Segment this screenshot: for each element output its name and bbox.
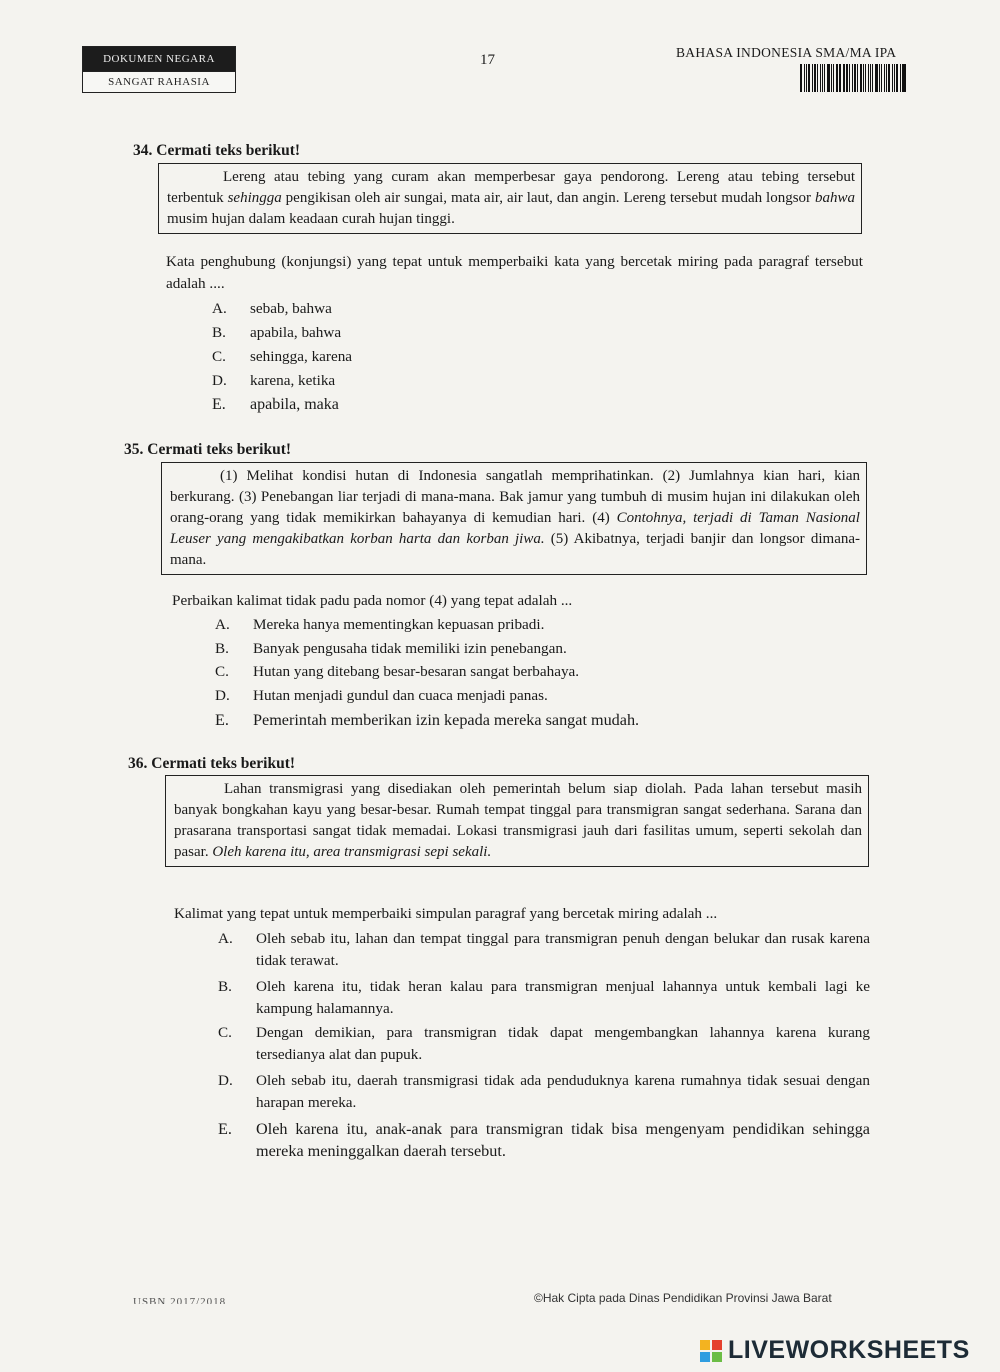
question-36-prompt: Kalimat yang tepat untuk memperbaiki simpulan paragraf yang bercetak miring adalah ...: [174, 905, 718, 922]
option-letter: A.: [212, 300, 227, 317]
logo-square: [712, 1352, 722, 1362]
option-text: apabila, bahwa: [250, 324, 342, 341]
barcode-bar: [872, 64, 873, 92]
barcode-bar: [860, 64, 862, 92]
italic-phrase: sehingga: [227, 190, 282, 206]
option-text: sehingga, karena: [250, 348, 353, 365]
barcode-bar: [843, 64, 845, 92]
option-text: Oleh karena itu, anak-anak para transmigran tidak bisa mengenyam pendidikan sehingga mereka meninggalkan daerah tersebut.: [256, 1120, 870, 1160]
barcode-bar: [892, 64, 893, 92]
question-35-prompt: Perbaikan kalimat tidak padu pada nomor (4) yang tepat adalah ...: [172, 592, 573, 609]
italic-phrase: Contohnya, terjadi di Taman Nasional Leuser yang mengakibatkan korban harta dan korban jiwa.: [170, 510, 860, 547]
barcode-bar: [852, 64, 853, 92]
logo-square: [712, 1340, 722, 1350]
option-text: Hutan yang ditebang besar-besaran sangat berbahaya.: [253, 663, 580, 680]
option-text: sebab, bahwa: [250, 300, 332, 317]
question-number: 34.: [133, 142, 153, 159]
option-text: Oleh sebab itu, lahan dan tempat tinggal para transmigran penuh dengan belukar dan rusak karena tidak terawat.: [256, 930, 870, 969]
passage-text: (1) Melihat kondisi hutan di Indonesia sangatlah memprihatinkan. (2) Jumlahnya kian hari, kian berkurang. (3) Penebangan liar terjadi di mana-mana. Bak jamur yang tumbuh di musim hujan ini dilakukan oleh orang-orang yang tidak memikirkan bahayanya di kemudian hari. (4): [170, 468, 860, 526]
option-text: karena, ketika: [250, 372, 336, 389]
barcode-bar: [839, 64, 840, 92]
question-34-prompt: Kata penghubung (konjungsi) yang tepat untuk memperbaiki kata yang bercetak miring pada paragraf tersebut adalah ....: [166, 253, 863, 292]
barcode-bar: [865, 64, 866, 92]
question-36-heading: [128, 755, 295, 773]
option-letter: A.: [218, 930, 233, 947]
question-title: Cermati teks berikut!: [156, 142, 301, 159]
italic-phrase: Oleh karena itu, area transmigrasi sepi sekali.: [212, 844, 492, 860]
option-letter: B.: [218, 978, 232, 995]
question-34-passage: [158, 163, 862, 234]
barcode-bar: [836, 64, 838, 92]
barcode-bar: [886, 64, 887, 92]
page-number: 17: [480, 52, 495, 68]
barcode-bar: [814, 64, 816, 92]
barcode-bar: [888, 64, 890, 92]
liveworksheets-logo[interactable]: [700, 1336, 970, 1365]
barcode-bar: [854, 64, 857, 92]
barcode-bar: [840, 64, 841, 92]
barcode-bar: [900, 64, 901, 92]
barcode-bar: [808, 64, 811, 92]
document-classification-box: [82, 46, 236, 93]
barcode-bar: [857, 64, 858, 92]
barcode-bar: [863, 64, 864, 92]
barcode-bar: [822, 64, 824, 92]
option-letter: D.: [215, 687, 230, 704]
logo-square: [700, 1352, 710, 1362]
barcode-bar: [849, 64, 850, 92]
barcode-bar: [903, 64, 906, 92]
option-text: Pemerintah memberikan izin kepada mereka sangat mudah.: [253, 711, 640, 729]
passage-text: Lereng atau tebing yang curam akan memperbesar gaya pendorong. Lereng atau tebing tersebut terbentuk: [167, 169, 855, 206]
option-letter: D.: [212, 372, 227, 389]
option-text: Oleh karena itu, tidak heran kalau para transmigran menjual lahannya untuk kembali lagi ke kampung halamannya.: [256, 978, 870, 1017]
option-letter: C.: [215, 663, 229, 680]
question-number: 35.: [124, 441, 144, 458]
option-letter: E.: [218, 1120, 232, 1138]
barcode-bar: [800, 64, 802, 92]
logo-square: [700, 1340, 710, 1350]
barcode-bar: [806, 64, 807, 92]
barcode-bar: [896, 64, 898, 92]
question-35-heading: [124, 441, 291, 459]
barcode-bar: [881, 64, 882, 92]
barcode-bar: [894, 64, 895, 92]
barcode-bar: [833, 64, 834, 92]
barcode-graphic: [800, 64, 908, 92]
passage-text: Lahan transmigrasi yang disediakan oleh pemerintah belum siap diolah. Pada lahan tersebut masih banyak bongkahan kayu yang besar-besar. Rumah tempat tinggal para transmigran sangat sederhana. Sarana dan prasarana transportasi sangat tidak memadai. Lokasi transmigrasi jauh dari fasilitas umum, seperti sekolah dan pasar.: [174, 781, 862, 860]
option-text: Hutan menjadi gundul dan cuaca menjadi panas.: [253, 687, 548, 704]
option-letter: B.: [215, 640, 229, 657]
doc-type-label: DOKUMEN NEGARA: [83, 47, 235, 71]
barcode-bar: [875, 64, 878, 92]
italic-phrase: bahwa: [814, 190, 855, 206]
barcode-bar: [824, 64, 825, 92]
question-34-heading: [133, 142, 300, 160]
question-number: 36.: [128, 755, 148, 772]
option-text: Dengan demikian, para transmigran tidak dapat mengembangkan lahannya karena kurang tersedianya alat dan pupuk.: [256, 1024, 870, 1063]
barcode-bar: [846, 64, 848, 92]
copyright-notice: ©Hak Cipta pada Dinas Pendidikan Provinsi Jawa Barat: [534, 1291, 832, 1305]
barcode-bar: [870, 64, 872, 92]
barcode-bar: [902, 64, 903, 92]
exam-code: USBN 2017/2018: [133, 1296, 227, 1304]
option-letter: C.: [212, 348, 226, 365]
barcode-bar: [884, 64, 886, 92]
option-text: Oleh sebab itu, daerah transmigrasi tidak ada penduduknya karena rumahnya tidak sesuai dengan harapan mereka.: [256, 1072, 870, 1111]
subject-title: BAHASA INDONESIA SMA/MA IPA: [676, 45, 897, 60]
barcode-bar: [868, 64, 869, 92]
question-36-passage: [165, 775, 869, 867]
barcode-bar: [817, 64, 818, 92]
classification-label: SANGAT RAHASIA: [83, 71, 235, 92]
question-title: Cermati teks berikut!: [151, 755, 296, 772]
barcode-bar: [831, 64, 832, 92]
passage-text: (5) Akibatnya, terjadi banjir dan longsor dimana-mana.: [170, 531, 860, 568]
barcode-bar: [804, 64, 805, 92]
option-letter: C.: [218, 1024, 232, 1041]
option-text: apabila, maka: [250, 396, 339, 413]
option-letter: E.: [215, 711, 229, 729]
option-letter: D.: [218, 1072, 233, 1089]
option-letter: B.: [212, 324, 226, 341]
barcode-bar: [820, 64, 821, 92]
liveworksheets-wordmark: LIVEWORKSHEETS: [728, 1336, 970, 1364]
question-35-passage: [161, 462, 867, 575]
barcode-bar: [827, 64, 830, 92]
option-letter: E.: [212, 396, 226, 413]
liveworksheets-logo-icon: [700, 1340, 722, 1362]
option-text: Mereka hanya mementingkan kepuasan pribadi.: [253, 616, 545, 633]
passage-text: musim hujan dalam keadaan curah hujan tinggi.: [167, 211, 455, 227]
question-title: Cermati teks berikut!: [147, 441, 292, 458]
passage-text: pengikisan oleh air sungai, mata air, air laut, dan angin. Lereng tersebut mudah longsor: [281, 190, 815, 206]
option-text: Banyak pengusaha tidak memiliki izin penebangan.: [253, 640, 567, 657]
option-letter: A.: [215, 616, 230, 633]
barcode-bar: [879, 64, 880, 92]
barcode-bar: [812, 64, 813, 92]
